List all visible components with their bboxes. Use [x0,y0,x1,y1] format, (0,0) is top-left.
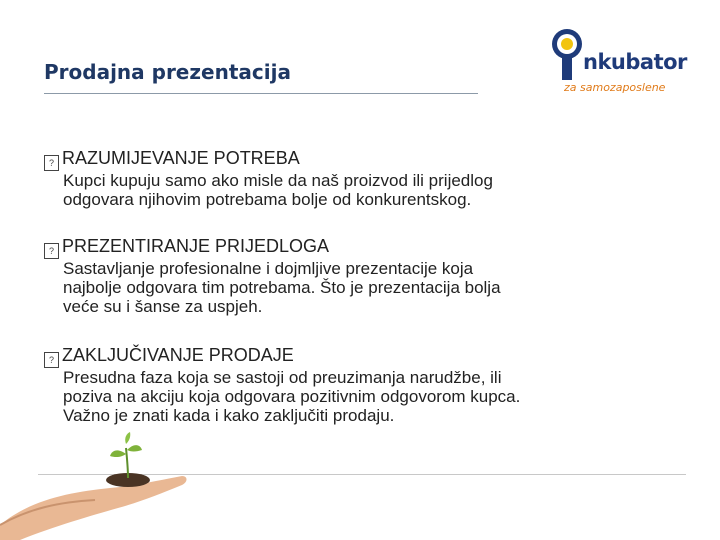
section-body: Sastavljanje profesionalne i dojmljive prezentacije koja najbolje odgovara tim potrebama. Što je prezentacija bolja veće su i šanse za uspjeh. [63,259,501,316]
section-heading: PREZENTIRANJE PRIJEDLOGA [62,236,330,256]
logo-tagline: za samozaposlene [564,81,666,94]
hand-holding-seedling-icon [0,430,200,540]
section-zakljucivanje [44,345,684,425]
section-body: Presudna faza koja se sastoji od preuzimanja narudžbe, ili poziva na akciju koja odgovara pozitivnim odgovorom kupca. Važno je znati kada i kako zaključiti prodaju. [63,368,521,425]
section-heading: ZAKLJUČIVANJE PRODAJE [62,345,294,365]
title-divider [44,93,478,94]
section-heading: RAZUMIJEVANJE POTREBA [62,148,300,168]
logo-wordmark: nkubator [583,50,687,74]
bullet-icon: ? [44,352,59,368]
section-body: Kupci kupuju samo ako misle da naš proizvod ili prijedlog odgovara njihovim potrebama bolje od konkurentskog. [63,171,493,209]
bullet-icon: ? [44,243,59,259]
section-razumijevanje [44,148,684,209]
bullet-icon: ? [44,155,59,171]
section-prezentiranje [44,236,684,316]
page-title: Prodajna prezentacija [44,60,291,84]
